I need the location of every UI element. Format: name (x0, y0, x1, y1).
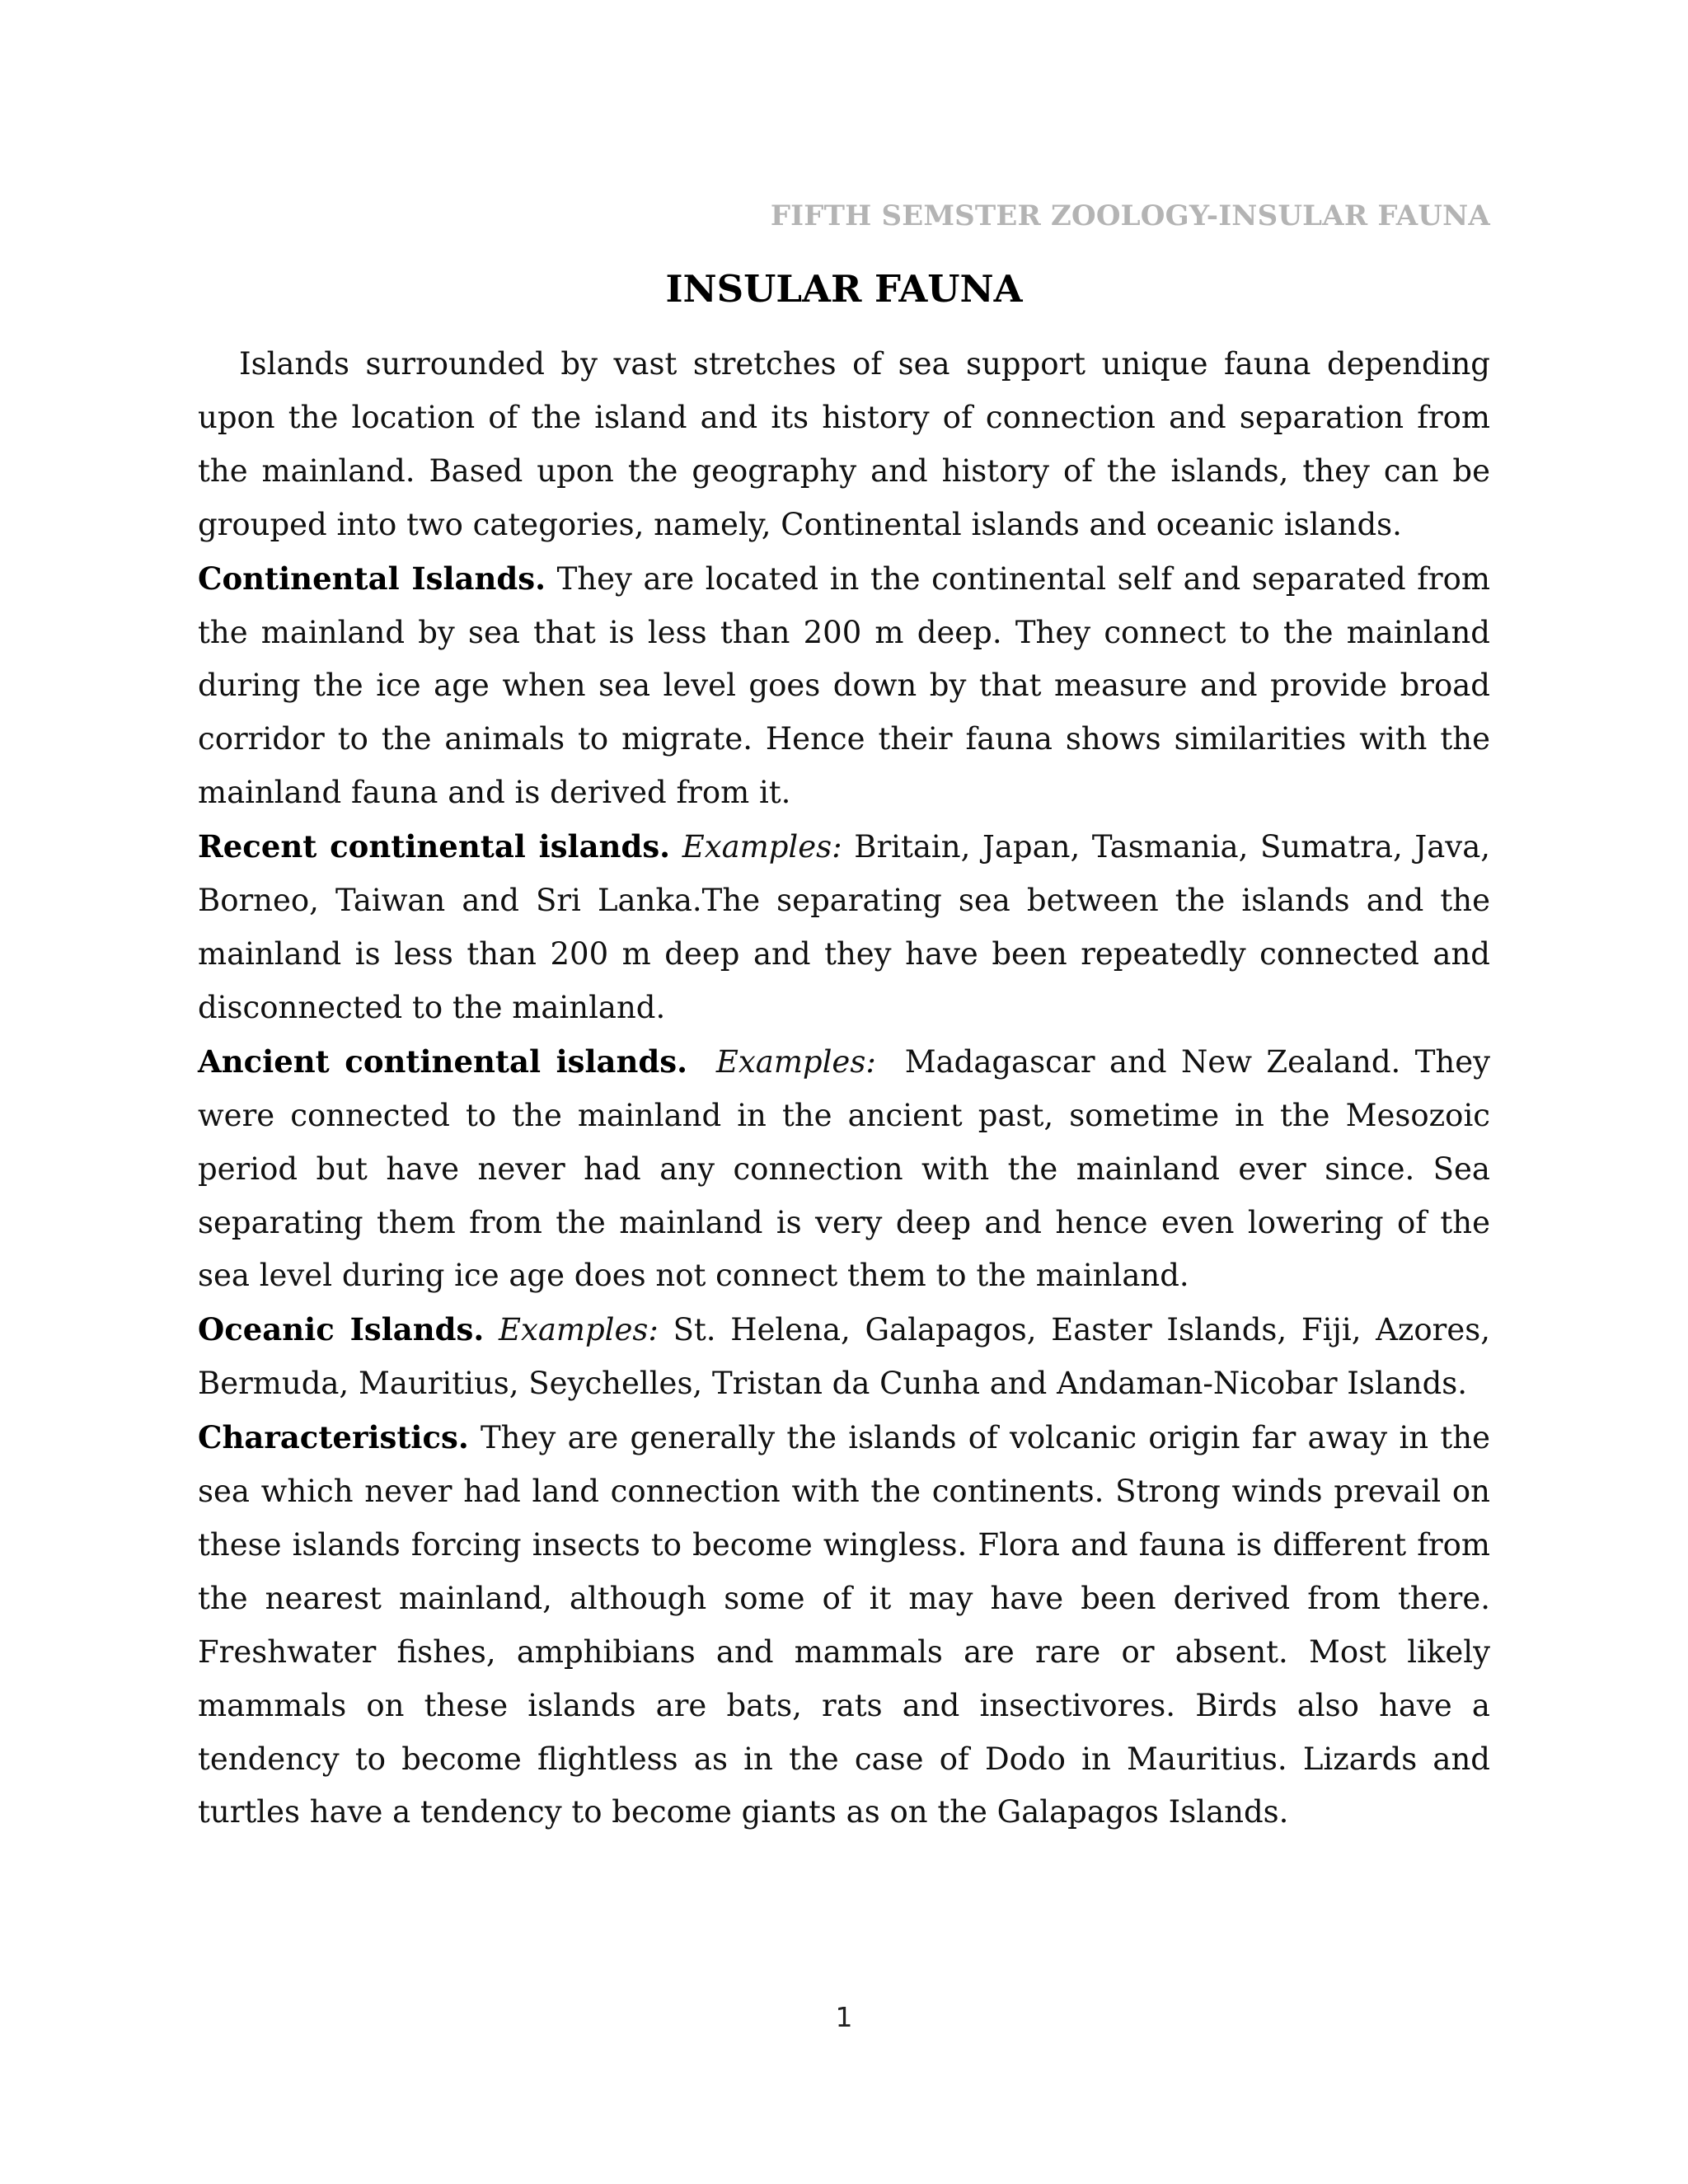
oceanic-examples-label: Examples: (498, 1312, 659, 1348)
ancient-continental-heading: Ancient continental islands. (198, 1043, 687, 1080)
recent-continental-heading: Recent continental islands. (198, 828, 671, 865)
recent-continental-text: Britain, Japan, Tasmania, Sumatra, Java, Borneo, Taiwan and Sri Lanka.The separating sea between the islands and the mainland is less than 200 m deep and they have been repeatedly connected and disconnected to the mainland. (198, 829, 1491, 1025)
running-header: FIFTH SEMSTER ZOOLOGY-INSULAR FAUNA (770, 199, 1490, 232)
characteristics-text: They are generally the islands of volcanic origin far away in the sea which never had land connection with the continents. Strong winds prevail on these islands forcing insects to become wingless. Flora and fauna is different from the nearest mainland, although some of it may have been derived from there. Freshwater fishes, amphibians and mammals are rare or absent. Most likely mammals on these islands are bats, rats and insectivores. Birds also have a tendency to become flightless as in the case of Dodo in Mauritius. Lizards and turtles have a tendency to become giants as on the Galapagos Islands. (198, 1420, 1490, 1830)
ancient-examples-label: Examples: (715, 1043, 876, 1080)
oceanic-islands-paragraph (198, 1303, 1490, 1411)
intro-paragraph (198, 338, 1490, 552)
recent-continental-paragraph (198, 820, 1490, 1035)
intro-text: Islands surrounded by vast stretches of sea support unique fauna depending upon the location of the island and its history of connection and separation from the mainland. Based upon the geography and history of the islands, they can be grouped into two categories, namely, Continental islands and oceanic islands. (198, 346, 1490, 542)
oceanic-islands-text: St. Helena, Galapagos, Easter Islands, Fiji, Azores, Bermuda, Mauritius, Seychelles, Tristan da Cunha and Andaman-Nicobar Islands. (198, 1312, 1490, 1402)
characteristics-heading: Characteristics. (198, 1419, 469, 1456)
page-number: 1 (835, 2001, 853, 2033)
recent-examples-label: Examples: (682, 829, 842, 865)
continental-islands-paragraph (198, 552, 1490, 821)
ancient-continental-paragraph (198, 1035, 1490, 1304)
page-title: INSULAR FAUNA (665, 267, 1023, 311)
continental-islands-heading: Continental Islands. (198, 560, 546, 597)
oceanic-islands-heading: Oceanic Islands. (198, 1311, 485, 1348)
ancient-continental-text: Madagascar and New Zealand. They were connected to the mainland in the ancient past, sometime in the Mesozoic period but have never had any connection with the mainland ever since. Sea separating them from the mainland is very deep and hence even lowering of the sea level during ice age does not connect them to the mainland. (198, 1043, 1491, 1294)
continental-islands-text: They are located in the continental self and separated from the mainland by sea that is less than 200 m deep. They connect to the mainland during the ice age when sea level goes down by that measure and provide broad corridor to the animals to migrate. Hence their fauna shows similarities with the mainland fauna and is derived from it. (198, 560, 1490, 811)
characteristics-paragraph (198, 1411, 1490, 1840)
document-body (198, 338, 1490, 1840)
